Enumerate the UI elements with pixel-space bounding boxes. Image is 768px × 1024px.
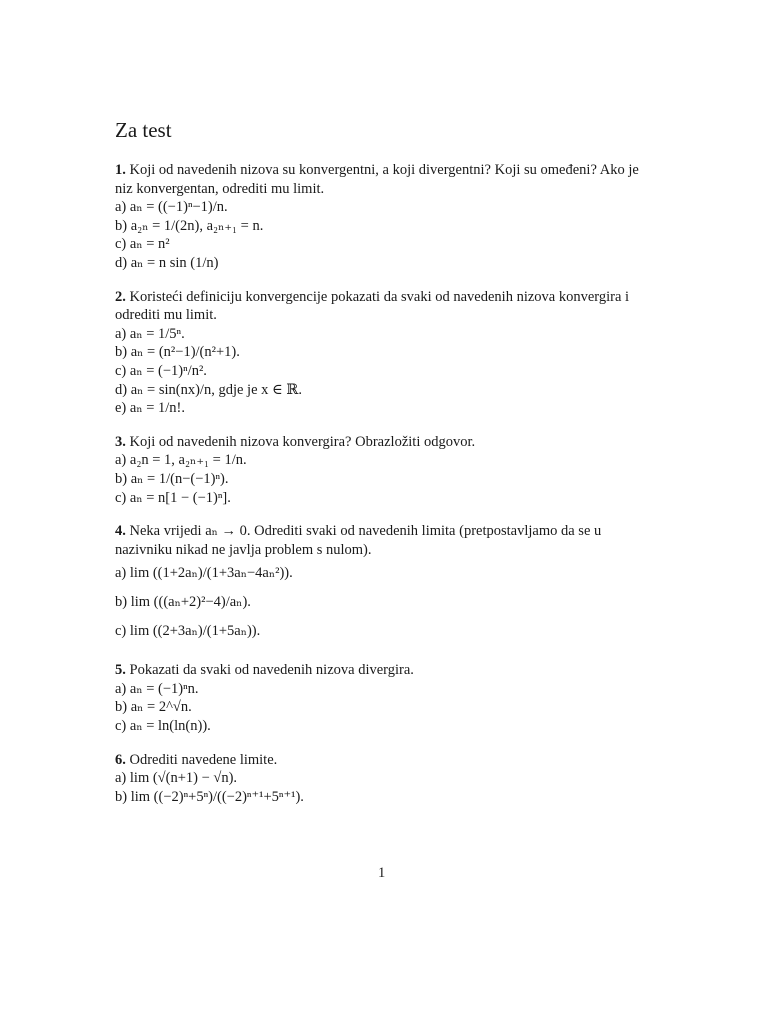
problem-statement <box>115 288 660 325</box>
problem-item: d) aₙ = n sin (1/n) <box>115 254 219 271</box>
problem-item: c) lim ((2+3aₙ)/(1+5aₙ)). <box>115 623 261 640</box>
problem-5 <box>115 661 660 735</box>
problem-item: b) lim (((aₙ+2)²−4)/aₙ). <box>115 594 251 611</box>
problem-item: c) aₙ = (−1)ⁿ/n². <box>115 362 207 379</box>
problem-2 <box>115 288 660 418</box>
problem-3 <box>115 433 660 507</box>
problem-item: a) aₙ = (−1)ⁿn. <box>115 680 199 697</box>
problem-6 <box>115 751 660 807</box>
page-title: Za test <box>115 118 172 142</box>
document-page <box>115 118 660 821</box>
problem-statement <box>115 161 660 198</box>
problem-number: 6. <box>115 751 126 768</box>
problem-item: c) aₙ = n[1 − (−1)ⁿ]. <box>115 489 231 506</box>
problem-item: a) aₙ = ((−1)ⁿ−1)/n. <box>115 199 228 216</box>
problem-number: 2. <box>115 288 126 305</box>
problem-number: 4. <box>115 523 126 540</box>
problem-text: Koji od navedenih nizova konvergira? Obrazložiti odgovor. <box>129 433 476 450</box>
problem-1 <box>115 161 660 273</box>
problem-statement <box>115 522 660 559</box>
problem-item: e) aₙ = 1/n!. <box>115 400 186 417</box>
problem-text: Koristeći definiciju konvergencije pokazati da svaki od navedenih nizova konvergira i odrediti mu limit. <box>115 288 630 324</box>
problem-text: Neka vrijedi aₙ → 0. Odrediti svaki od navedenih limita (pretpostavljamo da se u nazivniku nikad ne javlja problem s nulom). <box>115 523 602 558</box>
problem-item: a) lim ((1+2aₙ)/(1+3aₙ−4aₙ²)). <box>115 565 293 582</box>
problem-statement <box>115 751 660 770</box>
problem-number: 1. <box>115 162 126 178</box>
problem-item: a) a₂n = 1, a₂ₙ₊₁ = 1/n. <box>115 452 247 469</box>
problem-number: 3. <box>115 433 126 450</box>
problem-4 <box>115 522 660 646</box>
problem-item: d) aₙ = sin(nx)/n, gdje je x ∈ ℝ. <box>115 381 303 398</box>
page-number: 1 <box>378 865 386 881</box>
problem-item: c) aₙ = n² <box>115 236 170 253</box>
problem-statement <box>115 433 660 452</box>
problem-item: a) aₙ = 1/5ⁿ. <box>115 325 185 342</box>
problem-item: b) lim ((−2)ⁿ+5ⁿ)/((−2)ⁿ⁺¹+5ⁿ⁺¹). <box>115 788 304 805</box>
problem-statement <box>115 661 660 680</box>
problem-text: Odrediti navedene limite. <box>129 751 278 768</box>
problem-number: 5. <box>115 662 126 679</box>
problem-item: b) aₙ = 2^√n. <box>115 699 192 716</box>
problem-text: Pokazati da svaki od navedenih nizova divergira. <box>129 662 414 679</box>
problem-item: b) aₙ = 1/(n−(−1)ⁿ). <box>115 470 229 487</box>
problem-item: c) aₙ = ln(ln(n)). <box>115 718 211 735</box>
problem-text: Koji od navedenih nizova su konvergentni, a koji divergentni? Koji su omeđeni? Ako je niz konvergentan, odrediti mu limit. <box>115 162 639 197</box>
problem-item: b) a₂ₙ = 1/(2n), a₂ₙ₊₁ = n. <box>115 217 264 234</box>
problem-item: a) lim (√(n+1) − √n). <box>115 770 238 787</box>
problem-item: b) aₙ = (n²−1)/(n²+1). <box>115 344 240 361</box>
